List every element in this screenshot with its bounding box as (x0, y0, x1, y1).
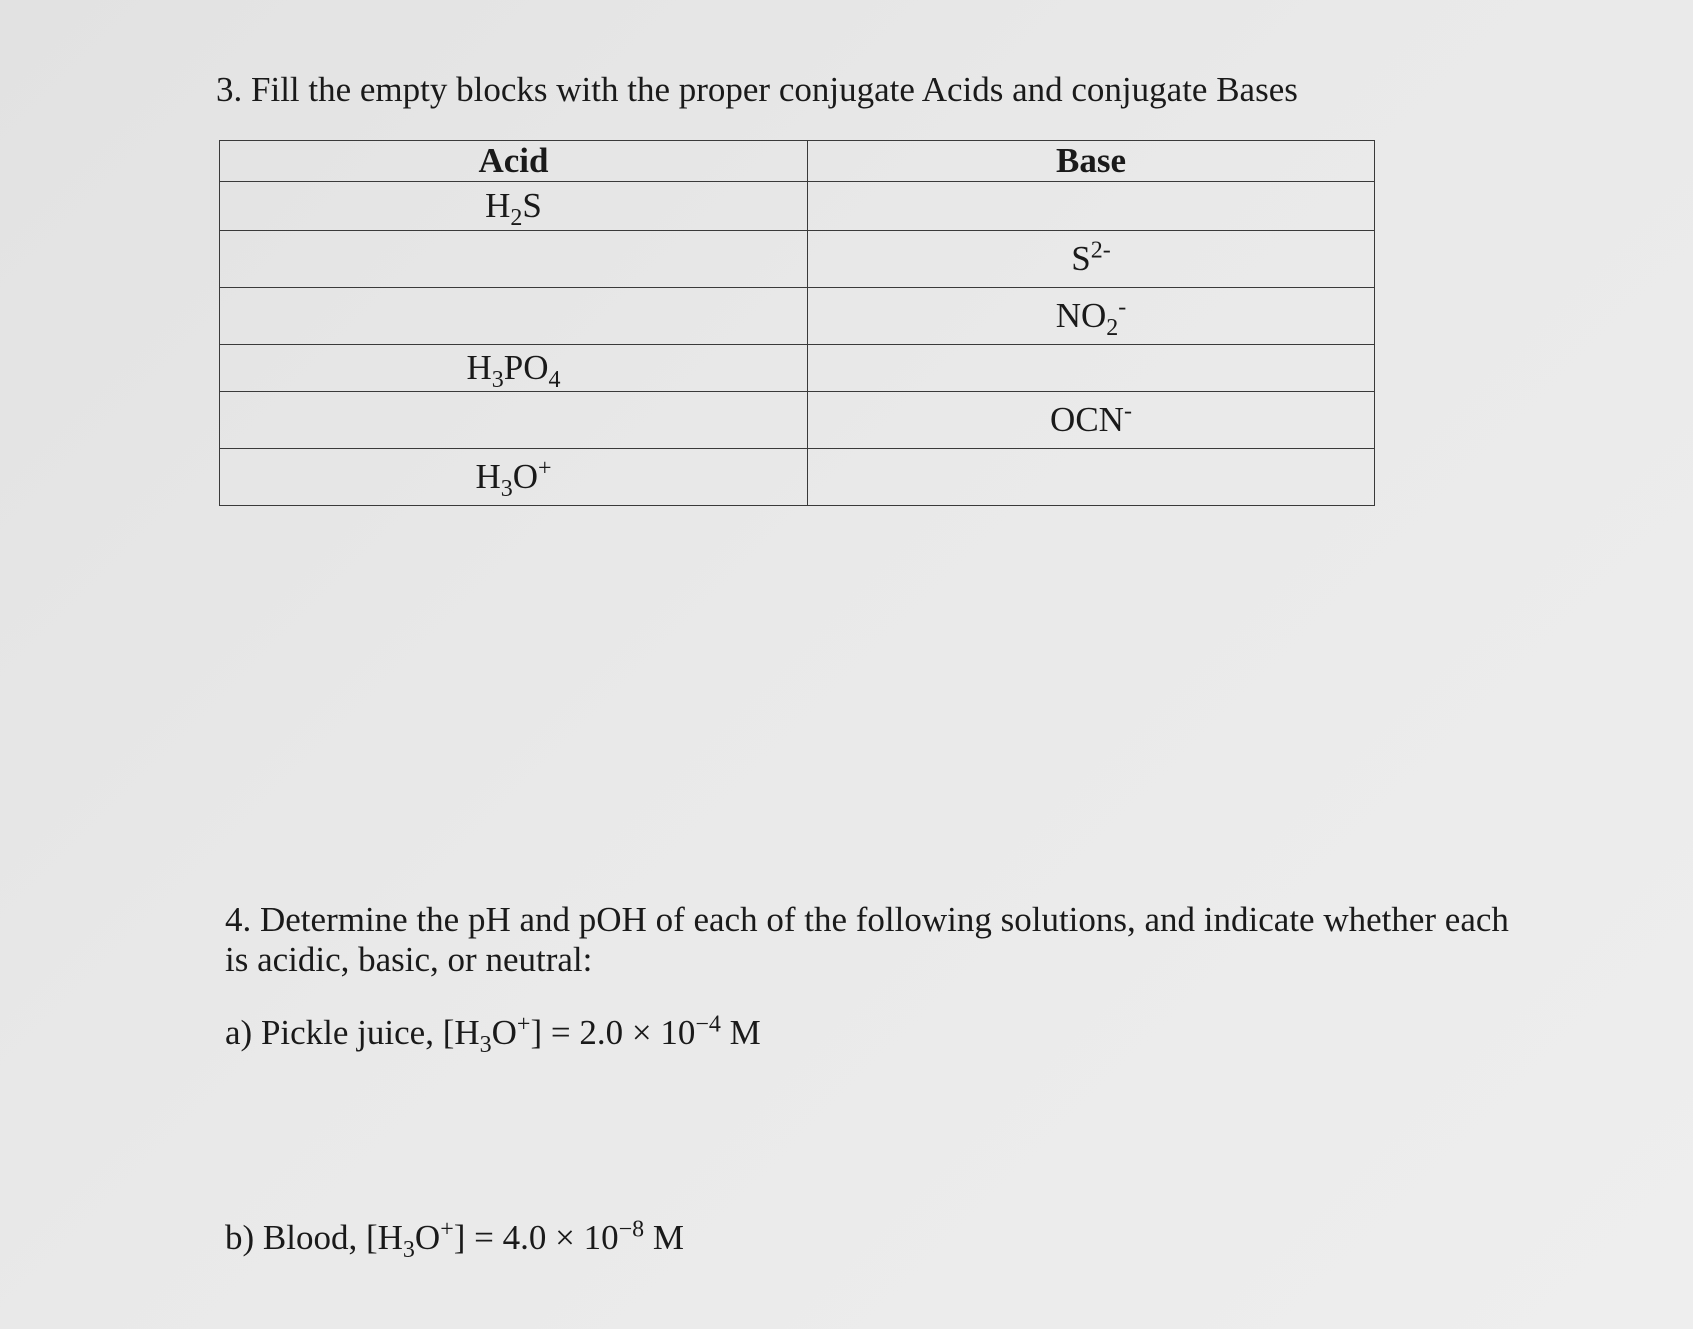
acid-header: Acid (220, 141, 808, 182)
base-cell[interactable]: $NO_2^-$ (808, 288, 1375, 345)
base-header: Base (808, 141, 1375, 182)
base-cell[interactable] (808, 182, 1375, 231)
acid-cell[interactable] (220, 392, 808, 449)
question-4a: a) Pickle juice, $[H_3O^+] = 2.0 \times 10^{-4}$ M (225, 1011, 761, 1058)
question-4-prompt: 4. Determine the pH and pOH of each of the following solutions, and indicate whether each is acidic, basic, or neutral: (225, 900, 1509, 979)
acid-cell[interactable]: $H_3O^+$ (220, 449, 808, 506)
table-row (220, 288, 1375, 345)
table-row (220, 182, 1375, 231)
acid-cell[interactable] (220, 288, 808, 345)
acid-cell[interactable] (220, 231, 808, 288)
conjugate-table (219, 140, 1375, 506)
table-row (220, 449, 1375, 506)
acid-cell[interactable]: $H_3PO_4$ (220, 345, 808, 392)
base-cell[interactable] (808, 449, 1375, 506)
base-cell[interactable]: OCN- (808, 392, 1375, 449)
table-row (220, 231, 1375, 288)
question-4b: b) Blood, $[H_3O^+] = 4.0 \times 10^{-8}$ M (225, 1216, 685, 1263)
question-3-title: 3. Fill the empty blocks with the proper conjugate Acids and conjugate Bases (216, 70, 1298, 109)
table-row (220, 392, 1375, 449)
table-header-row (220, 141, 1375, 182)
base-cell[interactable] (808, 345, 1375, 392)
table-row (220, 345, 1375, 392)
base-cell[interactable]: $S^{2-}$ (808, 231, 1375, 288)
acid-cell[interactable]: $H_2S$ (220, 182, 808, 231)
